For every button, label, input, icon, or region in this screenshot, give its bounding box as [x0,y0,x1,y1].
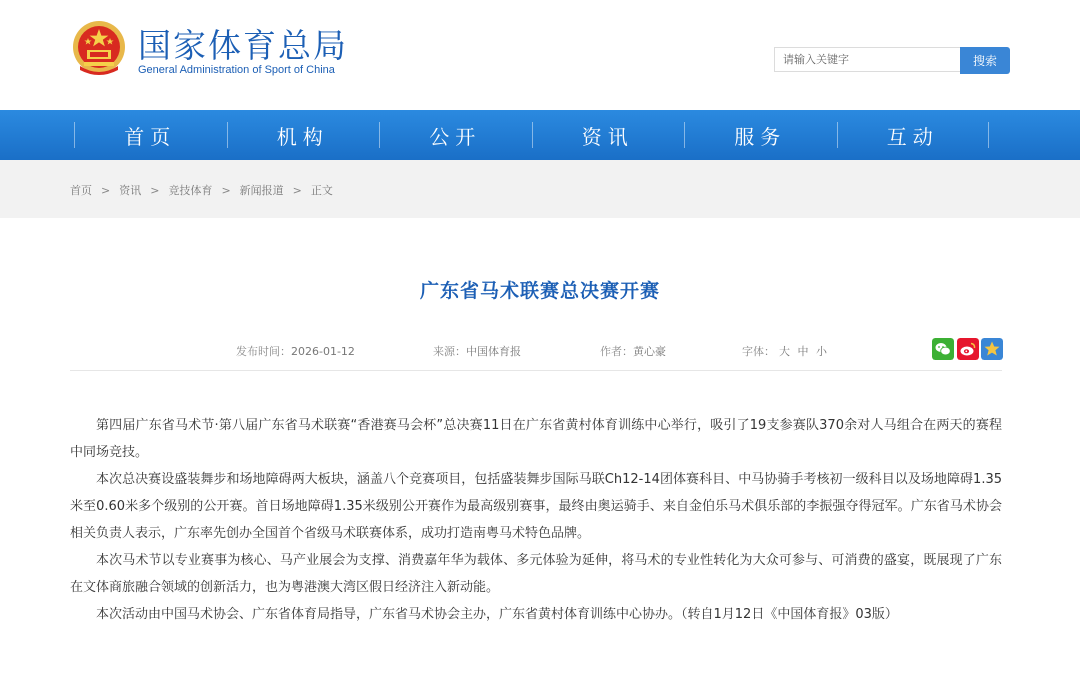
meta-divider [70,370,1002,371]
source-label: 来源： [433,345,466,358]
wechat-icon[interactable] [932,338,954,360]
national-emblem-icon[interactable] [70,20,128,78]
site-title[interactable]: 国家体育总局 [138,26,348,65]
article-paragraph: 本次马术节以专业赛事为核心、马产业展会为支撑、消费嘉年华为载体、多元体验为延伸，将马术的专业性转化为大众可参与、可消费的盛宴，既展现了广东在文体商旅融合领域的创新活力，也为粤港澳大湾区假日经济注入新动能。 [70,553,1002,595]
publish-date-label: 发布时间： [236,345,291,358]
nav-item-services[interactable]: 服务 [684,110,837,160]
site-header [0,0,1080,110]
article-source [433,343,521,359]
nav-item-news[interactable]: 资讯 [532,110,685,160]
breadcrumb-news[interactable]: 资讯 [119,184,142,197]
font-size-label: 字体： [742,345,775,358]
favorite-star-icon[interactable] [981,338,1003,360]
site-subtitle: General Administration of Sport of China [138,64,335,76]
font-size-small[interactable]: 小 [816,345,827,358]
font-size-large[interactable]: 大 [779,345,790,358]
nav-item-home[interactable]: 首页 [74,110,227,160]
breadcrumb-home[interactable]: 首页 [70,184,92,197]
weibo-icon[interactable] [957,338,979,360]
main-nav [0,110,1080,160]
article-paragraph: 第四届广东省马术节·第八届广东省马术联赛“香港赛马会杯”总决赛11日在广东省黄村体育训练中心举行，吸引了19支参赛队370余对人马组合在两天的赛程中同场竞技。 [70,418,1003,460]
article-paragraph: 本次活动由中国马术协会、广东省体育局指导，广东省马术协会主办，广东省黄村体育训练中心协办。（转自1月12日《中国体育报》03版） [96,607,898,622]
search-input[interactable] [774,47,960,72]
breadcrumb-separator: > [221,184,231,197]
breadcrumb-current: 正文 [310,184,333,197]
author-label: 作者： [600,345,633,358]
author-value: 黄心豪 [633,345,666,358]
nav-item-organization[interactable]: 机构 [227,110,380,160]
nav-item-interaction[interactable]: 互动 [837,110,990,160]
breadcrumb-band [0,160,1080,218]
source-value: 中国体育报 [466,345,521,358]
breadcrumb-news-reports[interactable]: 新闻报道 [239,184,284,197]
article-author [600,343,666,359]
search-button[interactable]: 搜索 [960,47,1010,74]
article-title: 广东省马术联赛总决赛开赛 [419,280,660,302]
breadcrumb-competitive-sports[interactable]: 竞技体育 [168,184,213,197]
font-size-control [742,343,827,359]
breadcrumb-separator: > [292,184,302,197]
breadcrumb [70,182,333,198]
publish-date [236,343,355,359]
search-box [774,47,1010,74]
publish-date-value: 2026-01-12 [291,345,355,358]
breadcrumb-separator: > [101,184,111,197]
font-size-medium[interactable]: 中 [797,345,809,358]
breadcrumb-separator: > [150,184,160,197]
nav-item-disclosure[interactable]: 公开 [379,110,532,160]
article-body [70,412,1002,628]
article-paragraph: 本次总决赛设盛装舞步和场地障碍两大板块，涵盖八个竞赛项目，包括盛装舞步国际马联Ch12-14团体赛科目、中马协骑手考核初一级科目以及场地障碍1.35米至0.60米多个级别的公开赛。首日场地障碍1.35米级别公开赛作为最高级别赛事，最终由奥运骑手、来自金伯乐马术俱乐部的李振强夺得冠军。广东省马术协会相关负责人表示，广东率先创办全国首个省级马术联赛体系，成功打造南粤马术特色品牌。 [70,472,1002,541]
